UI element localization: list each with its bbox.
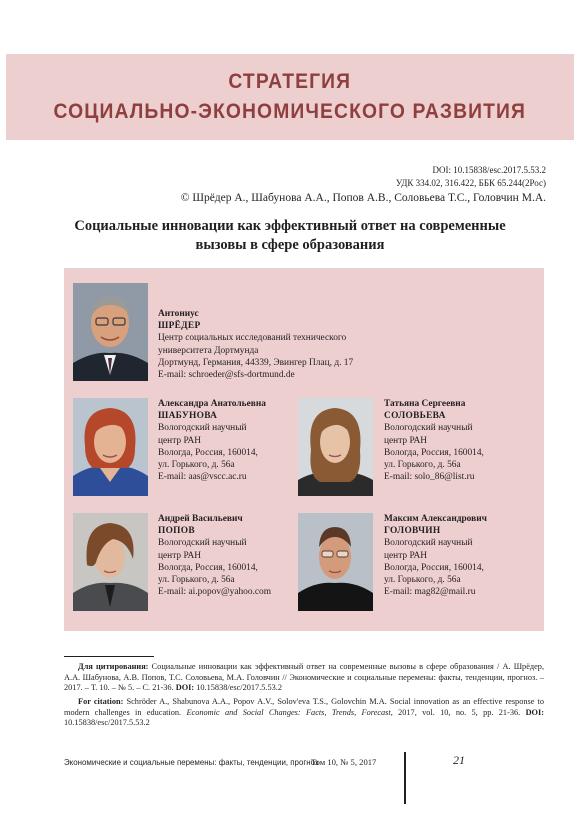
author-photo-golovchin bbox=[298, 513, 373, 611]
author-card-shabunova bbox=[158, 398, 266, 483]
citation-doi: 10.15838/esc/2017.5.53.2 bbox=[196, 683, 282, 693]
author-affiliation: центр РАН bbox=[158, 550, 201, 561]
citation-doi-label: DOI: bbox=[525, 707, 544, 717]
author-given-name: Антониус bbox=[158, 309, 199, 319]
author-address: ул. Горького, д. 56а bbox=[158, 460, 235, 471]
author-given-name: Татьяна Сергеевна bbox=[384, 399, 466, 409]
author-email: E-mail: mag82@mail.ru bbox=[384, 587, 476, 598]
citation-english bbox=[64, 697, 544, 729]
citation-tail: , 2017, vol. 10, no. 5, pp. 21-36. bbox=[390, 707, 521, 717]
author-affiliation: Центр социальных исследований технического bbox=[158, 333, 347, 344]
author-surname: ШАБУНОВА bbox=[158, 411, 218, 422]
footer-journal-name: Экономические и социальные перемены: факты, тенденции, прогноз bbox=[64, 757, 319, 767]
footer-divider bbox=[404, 752, 406, 804]
author-email: E-mail: schroeder@sfs-dortmund.de bbox=[158, 370, 295, 381]
author-address: Вологда, Россия, 160014, bbox=[158, 562, 258, 573]
author-affiliation: Вологодский научный bbox=[384, 423, 473, 434]
author-address: Вологда, Россия, 160014, bbox=[384, 447, 484, 458]
doi-line: DOI: 10.15838/esc.2017.5.53.2 bbox=[432, 165, 546, 175]
author-address: ул. Горького, д. 56а bbox=[384, 460, 461, 471]
journal-banner bbox=[6, 54, 574, 140]
citation-russian bbox=[64, 662, 544, 694]
journal-title-line-1: СТРАТЕГИЯ bbox=[228, 70, 352, 93]
article-title-line-1: Социальные инновации как эффективный ответ на современные bbox=[74, 218, 506, 234]
author-given-name: Андрей Васильевич bbox=[158, 514, 243, 524]
author-card-schroeder bbox=[158, 308, 353, 381]
author-given-name: Максим Александрович bbox=[384, 514, 487, 524]
author-card-popov bbox=[158, 513, 271, 598]
page-number: 21 bbox=[453, 753, 465, 767]
author-photo-solovieva bbox=[298, 398, 373, 496]
article-title-line-2: вызовы в сфере образования bbox=[195, 237, 385, 253]
citation-journal: Economic and Social Changes: Facts, Trends, Forecast bbox=[186, 707, 391, 717]
author-affiliation: центр РАН bbox=[158, 435, 201, 446]
author-surname: ПОПОВ bbox=[158, 526, 195, 537]
author-address: Вологда, Россия, 160014, bbox=[158, 447, 258, 458]
author-photo-shabunova bbox=[73, 398, 148, 496]
author-affiliation: центр РАН bbox=[384, 550, 427, 561]
author-email: E-mail: ai.popov@yahoo.com bbox=[158, 587, 272, 598]
footnote-rule bbox=[64, 656, 154, 657]
article-title bbox=[40, 217, 540, 255]
author-email: E-mail: solo_86@list.ru bbox=[384, 472, 475, 483]
footer-issue: Том 10, № 5, 2017 bbox=[311, 757, 377, 767]
author-address: Вологда, Россия, 160014, bbox=[384, 562, 484, 573]
citation-label: For citation: bbox=[78, 697, 124, 706]
udk-line: УДК 334.02, 316.422, ББК 65.244(2Рос) bbox=[395, 178, 546, 188]
author-surname: ГОЛОВЧИН bbox=[384, 526, 441, 537]
citation-doi: 10.15838/esc/2017.5.53.2 bbox=[64, 718, 150, 728]
author-surname: СОЛОВЬЕВА bbox=[384, 411, 446, 422]
author-address: ул. Горького, д. 56а bbox=[384, 575, 461, 586]
author-address: ул. Горького, д. 56а bbox=[158, 575, 235, 586]
author-given-name: Александра Анатольевна bbox=[158, 399, 266, 409]
author-card-solovieva bbox=[384, 398, 484, 483]
author-surname: ШРЁДЕР bbox=[158, 321, 201, 332]
author-card-golovchin bbox=[384, 513, 487, 598]
author-affiliation: центр РАН bbox=[384, 435, 427, 446]
author-affiliation: университета Дортмунда bbox=[158, 345, 259, 356]
citation-doi-label: DOI: bbox=[175, 683, 195, 693]
author-affiliation: Вологодский научный bbox=[384, 538, 473, 549]
author-photo-schroeder bbox=[73, 283, 148, 381]
copyright-authors: © Шрёдер А., Шабунова А.А., Попов А.В., Соловьева Т.С., Головчин М.А. bbox=[180, 192, 546, 204]
author-photo-popov bbox=[73, 513, 148, 611]
author-address: Дортмунд, Германия, 44339, Эвингер Плац, д. 17 bbox=[158, 357, 354, 368]
author-affiliation: Вологодский научный bbox=[158, 423, 247, 434]
citation-label: Для цитирования: bbox=[78, 662, 149, 671]
citation-text: Schröder A., Shabunova A.A., Popov A.V., Solov'eva T.S., Golovchin M.A. Social innovation as an effective response to modern challenges in education. bbox=[64, 697, 544, 717]
citation-text: Социальные инновации как эффективный ответ на современные вызовы в сфере образования / А. Шрёдер, А.А. Шабунова, А.В. Попов, Т.С. Соловьева, М.А. Головчин // Экономические и социальные перемены: факты, тенденции, прогноз. – 2017. – Т. 10. – № 5. – С. 21-36. bbox=[64, 662, 545, 693]
author-email: E-mail: aas@vscc.ac.ru bbox=[158, 472, 247, 483]
journal-title-line-2: СОЦИАЛЬНО-ЭКОНОМИЧЕСКОГО РАЗВИТИЯ bbox=[53, 100, 527, 123]
author-affiliation: Вологодский научный bbox=[158, 538, 247, 549]
